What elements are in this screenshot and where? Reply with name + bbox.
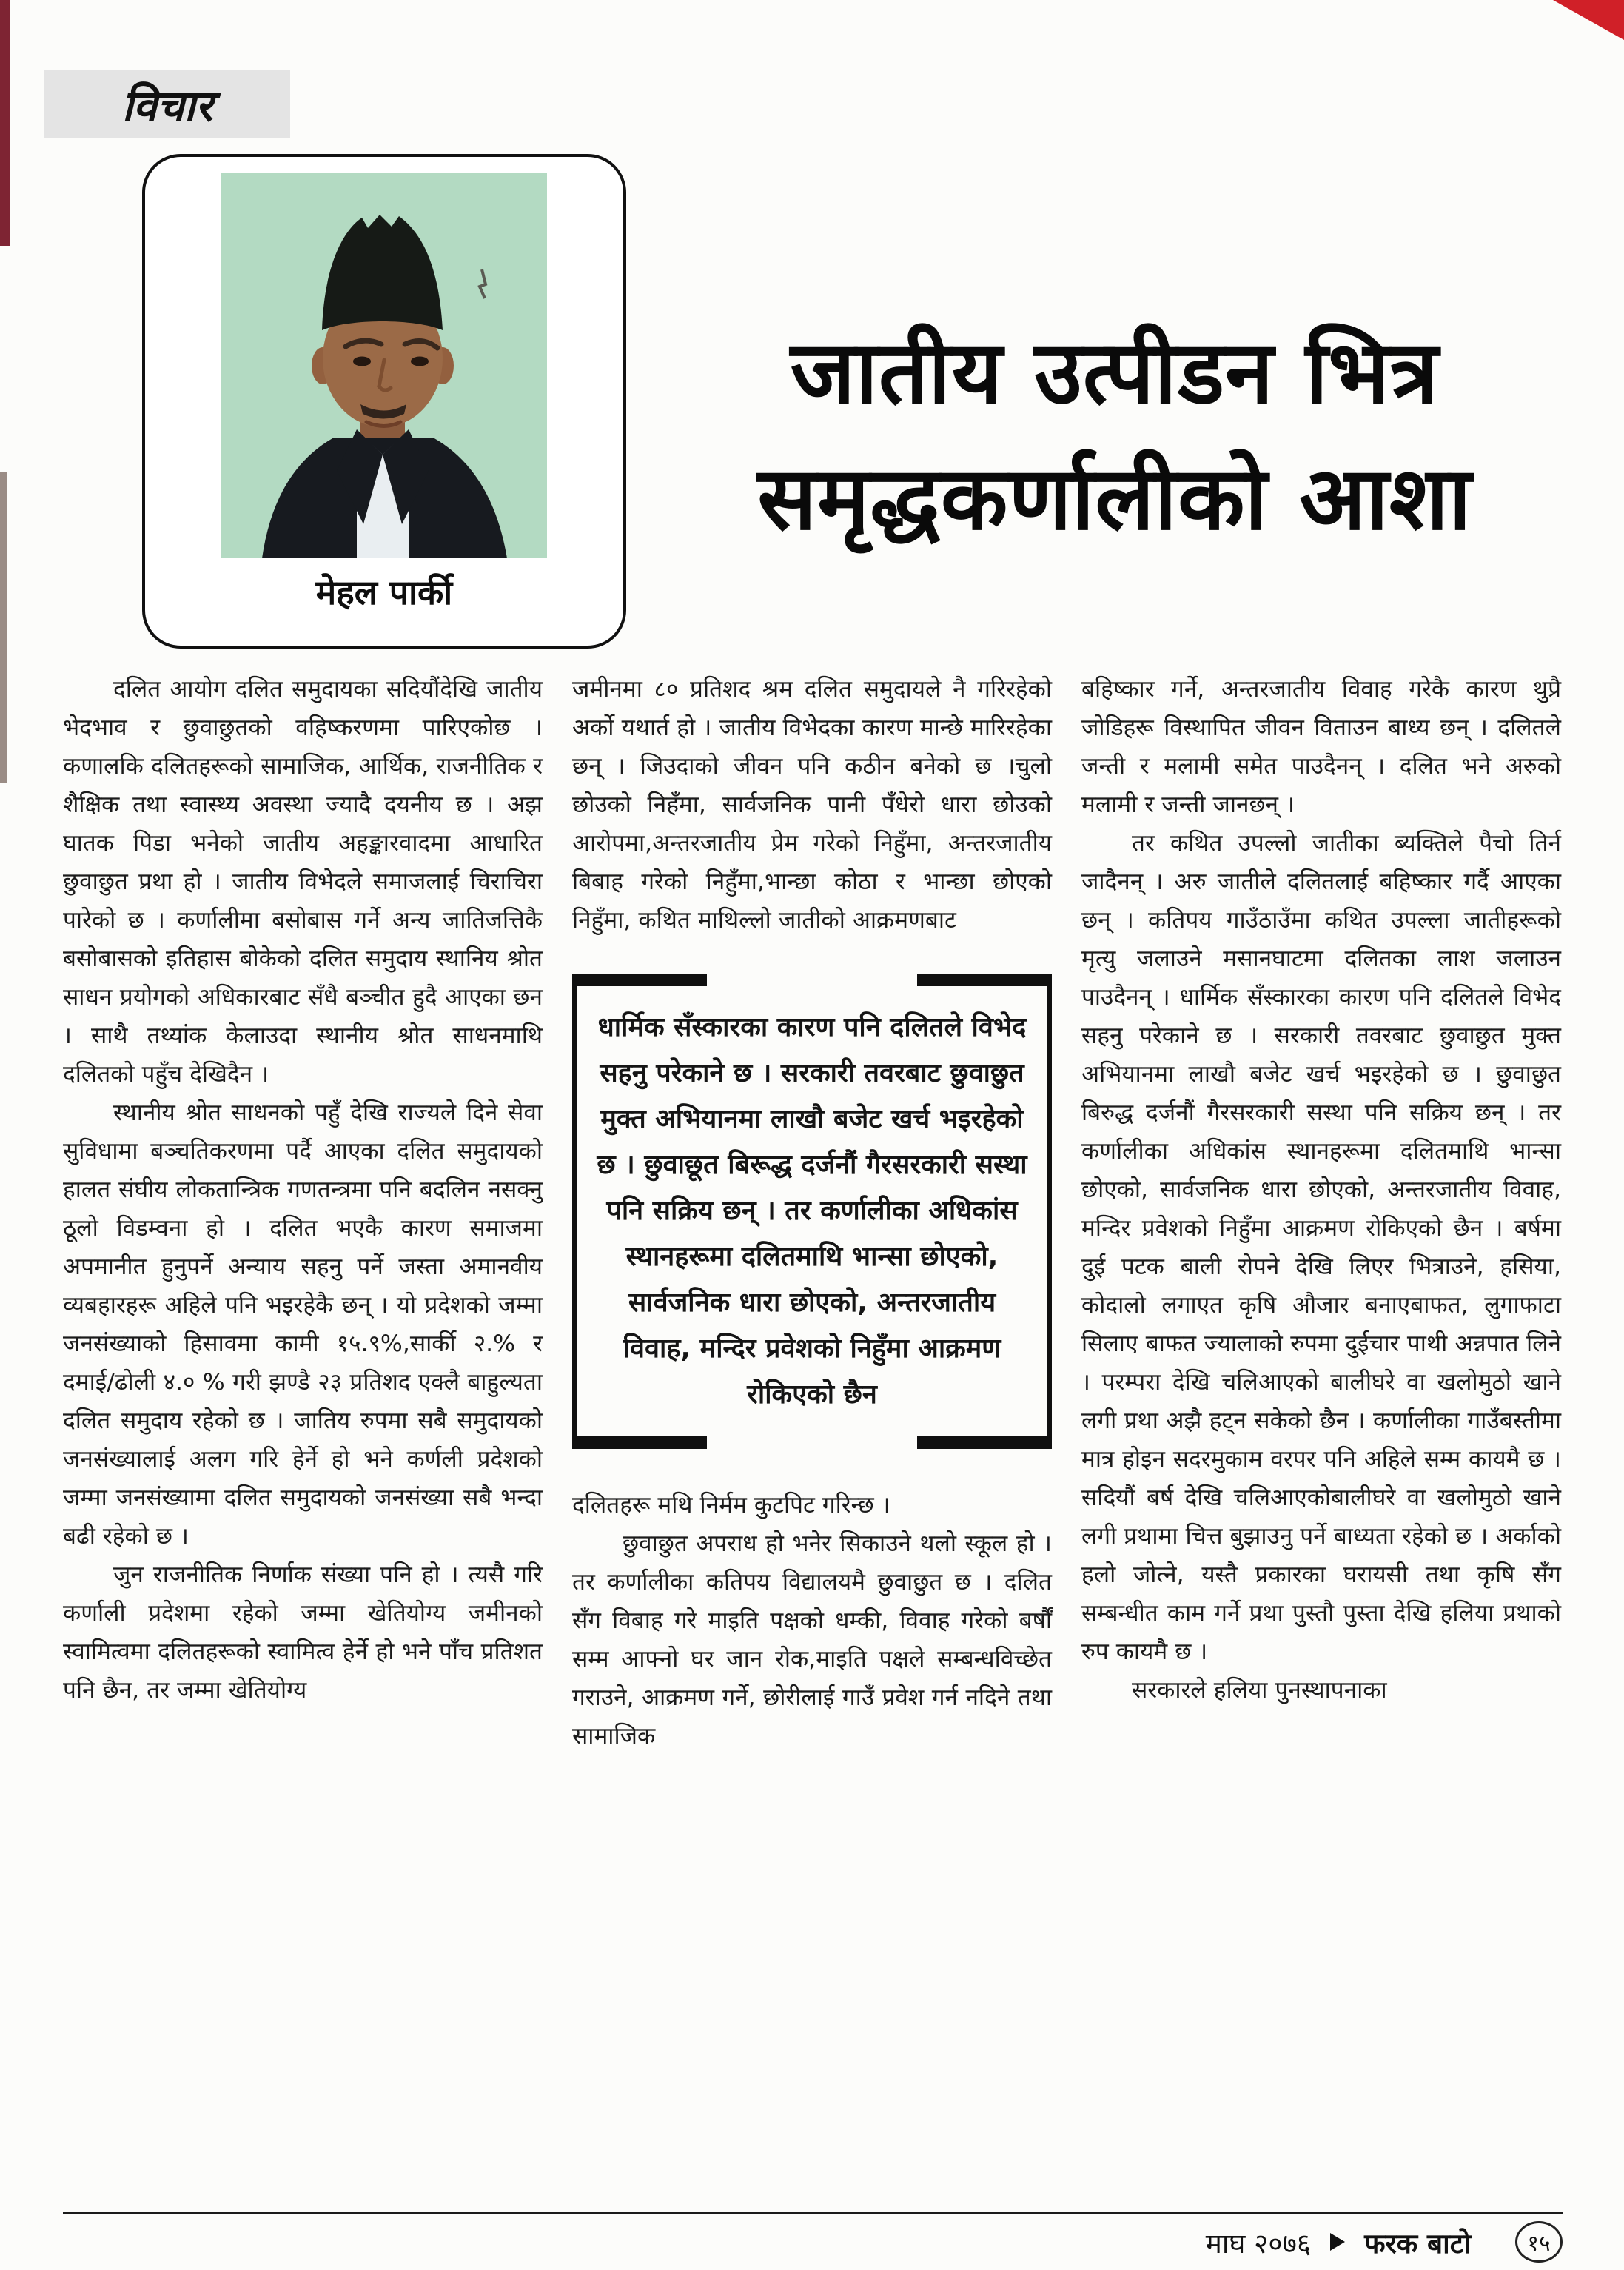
paragraph: जमीनमा ८० प्रतिशद श्रम दलित समुदायले नै गरिरहेको अर्को यथार्त हो । जातीय विभेदका कारण मान्छे मारिरहेका छन् । जिउदाको जीवन पनि कठीन बनेको छ ।चुलो छोउको निहँमा, सार्वजनिक पानी पँधेरो धारा छोउको आरोपमा,अन्तरजातीय प्रेम गरेको निहुँमा, अन्तरजातीय बिबाह गरेको निहुँमा,भान्छा कोठा र भान्छा छोएको निहुँमा, कथित माथिल्लो जातीको आक्रमणबाट [572, 676, 1052, 934]
column-2-lower [572, 1486, 1052, 1755]
footer-arrow-icon [1330, 2233, 1345, 2251]
paragraph: स्थानीय श्रोत साधनको पहुँ देखि राज्यले दिने सेवा सुविधामा बञ्चतिकरणमा पर्दै आएका दलित समुदायको हालत संघीय लोकतान्त्रिक गणतन्त्रमा पनि बदलिन नसक्नु ठूलो विडम्वना हो । दलित भएकै कारण समाजमा अपमानीत हुनुपर्ने अन्याय सहनु पर्ने जस्ता अमानवीय व्यबहारहरू अहिले पनि भइरहेकै छन् । यो प्रदेशको जम्मा जनसंख्याको हिसावमा कामी १५.९%,सार्की २.% र दमाई/ढोली ४.० % गरी झण्डै २३ प्रतिशद एक्लै बाहुल्यता दलित समुदाय रहेको छ । जातिय रुपमा सबै समुदायको जनसंख्यालाई अलग गरि हेर्ने हो भने कर्णली प्रदेशको जम्मा जनसंख्यामा दलित समुदायको जनसंख्या सबै भन्दा बढी रहेको छ । [63, 1099, 543, 1550]
author-card [142, 154, 626, 649]
pull-quote-text: धार्मिक सँस्कारका कारण पनि दलितले विभेद सहनु परेकाने छ । सरकारी तवरबाट छुवाछुत मुक्त अभियानमा लाखौ बजेट खर्च भइरहेको छ । छुवाछूत बिरूद्ध दर्जनौं गैरसरकारी सस्था पनि सक्रिय छन् । तर कर्णालीका अधिकांस स्थानहरूमा दलितमाथि भान्सा छाेएको, सार्वजनिक धारा छोएको, अन्तरजातीय विवाह, मन्दिर प्रवेशको निहुँमा आक्रमण रोकिएको छैन [597, 1012, 1027, 1410]
quote-corner-top-right [917, 974, 1052, 986]
paragraph: दलितहरू मथि निर्मम कुटपिट गरिन्छ । [572, 1492, 890, 1519]
quote-corner-top-left [572, 974, 707, 986]
footer-issue-month: माघ २०७६ [1205, 2227, 1312, 2260]
footer-rule [63, 2212, 1563, 2214]
footer-publication-name: फरक बाटो [1364, 2227, 1471, 2260]
article-title-line2: समृद्धकर्णालीको आशा [757, 447, 1472, 549]
body-column-1 [63, 670, 543, 1755]
author-photo [221, 173, 547, 558]
quote-corner-bottom-right [917, 1436, 1052, 1449]
paragraph: तर कथित उपल्लो जातीका ब्यक्तिले पैचो तिर्न जादैनन् । अरु जातीले दलितलाई बहिष्कार गर्दै आएका छन् । कतिपय गाउँठाउँमा कथित उपल्ला जातीहरूको मृत्यु जलाउने मसानघाटमा दलितका लाश जलाउन पाउदैनन् । धार्मिक सँस्कारका कारण पनि दलितले विभेद सहनु परेकाने छ । सरकारी तवरबाट छुवाछुत मुक्त अभियानमा लाखौ बजेट खर्च भइरहेको छ । छुवाछुत बिरुद्ध दर्जनौं गैरसरकारी सस्था पनि सक्रिय छन् । तर कर्णालीका अधिकांस स्थानहरूमा दलितमाथि भान्सा छोएको, सार्वजनिक धारा छोएको, अन्तरजातीय विवाह, मन्दिर प्रवेशको निहुँमा आक्रमण रोकिएको छैन । बर्षमा दुई पटक बाली रोपने देखि लिएर भित्राउने, हसिया, कोदालो लगाएत कृषि औजार बनाएबाफत, लुगाफाटा सिलाए बाफत ज्यालाको रुपमा दुईचार पाथी अन्नपात लिने । परम्परा देखि चलिआएको बालीघरे वा खलोमुठो खाने लगी प्रथा अझै हट्न सकेको छैन । कर्णालीका गाउँबस्तीमा मात्र होइन सदरमुकाम वरपर पनि अहिले सम्म कायमै छ । सदियौं बर्ष देखि चलिआएकोबालीघरे वा खलोमुठो खाने लगी प्रथामा चित्त बुझाउनु पर्ने बाध्यता रहेको छ । अर्काको हलो जोत्ने, यस्तै प्रकारका घरायसी तथा कृषि सँग सम्बन्धीत काम गर्ने प्रथा पुस्तौ पुस्ता देखि हलिया प्रथाको रुप कायमै छ । [1081, 830, 1561, 1665]
article-title-line1: जातीय उत्पीडन भित्र [790, 321, 1440, 423]
quote-corner-bottom-left [572, 1436, 707, 1449]
top-right-red-corner [1553, 0, 1624, 40]
paragraph: दलित आयोग दलित समुदायका सदियौंदेखि जातीय भेदभाव र छुवाछुतको वहिष्करणमा पारिएकोछ । कणालकि दलितहरूको सामाजिक, आर्थिक, राजनीतिक र शैक्षिक तथा स्वास्थ्य अवस्था ज्यादै दयनीय छ । अझ घातक पिडा भनेको जातीय अहङ्कारवादमा आधारित छुवाछुत प्रथा हो । जातीय विभेदले समाजलाई चिराचिरा पारेको छ । कर्णालीमा बसोबास गर्ने अन्य जातिजत्तिकै बसोबासको इतिहास बोकेको दलित समुदाय स्थानिय श्रोत साधन प्रयोगको अधिकारबाट सँधै बञ्चीत हुदै आएका छन । साथै तथ्यांक केलाउदा स्थानीय श्रोत साधनमाथि दलितको पहुँच देखिदैन । [63, 676, 543, 1088]
column-2-upper [572, 670, 1052, 940]
author-byline: मेहल पार्की [315, 572, 453, 612]
paragraph: बहिष्कार गर्ने, अन्तरजातीय विवाह गरेकै कारण थुप्रै जोडिहरू विस्थापित जीवन विताउन बाध्य छन् । दलितले जन्ती र मलामी समेत पाउदैनन् । दलित भने अरुको मलामी र जन्ती जानछन् । [1081, 676, 1561, 818]
article-body [63, 670, 1563, 1755]
left-edge-maroon-strip [0, 0, 10, 246]
body-column-3 [1081, 670, 1561, 1755]
author-portrait-illustration [221, 173, 547, 558]
left-edge-gray-strip [0, 472, 7, 783]
page-number-badge: १५ [1515, 2221, 1563, 2263]
paragraph: छुवाछुत अपराध हो भनेर सिकाउने थलो स्कूल हो । तर कर्णालीका कतिपय विद्यालयमै छुवाछुत छ । दलित सँग विबाह गरे माइति पक्षको धम्की, विवाह गरेको बर्षौं सम्म आफ्नो घर जान रोक,माइति पक्षले सम्बन्धविच्छेत गराउने, आक्रमण गर्ने, छोरीलाई गाउँ प्रवेश गर्न नदिने तथा सामाजिक [572, 1530, 1052, 1750]
body-column-2 [572, 670, 1052, 1755]
article-title [651, 309, 1578, 561]
footer [63, 2221, 1563, 2263]
pull-quote-box [572, 974, 1052, 1449]
paragraph: जुन राजनीतिक निर्णाक संख्या पनि हो । त्यसै गरि कर्णाली प्रदेशमा रहेको जम्मा खेतियोग्य जमीनको स्वामित्वमा दलितहरूको स्वामित्व हेर्ने हो भने पाँच प्रतिशत पनि छैन, तर जम्मा खेतियोग्य [63, 1561, 543, 1704]
section-kicker: विचार [44, 70, 290, 138]
paragraph: सरकारले हलिया पुनस्थापनाका [1132, 1677, 1387, 1704]
